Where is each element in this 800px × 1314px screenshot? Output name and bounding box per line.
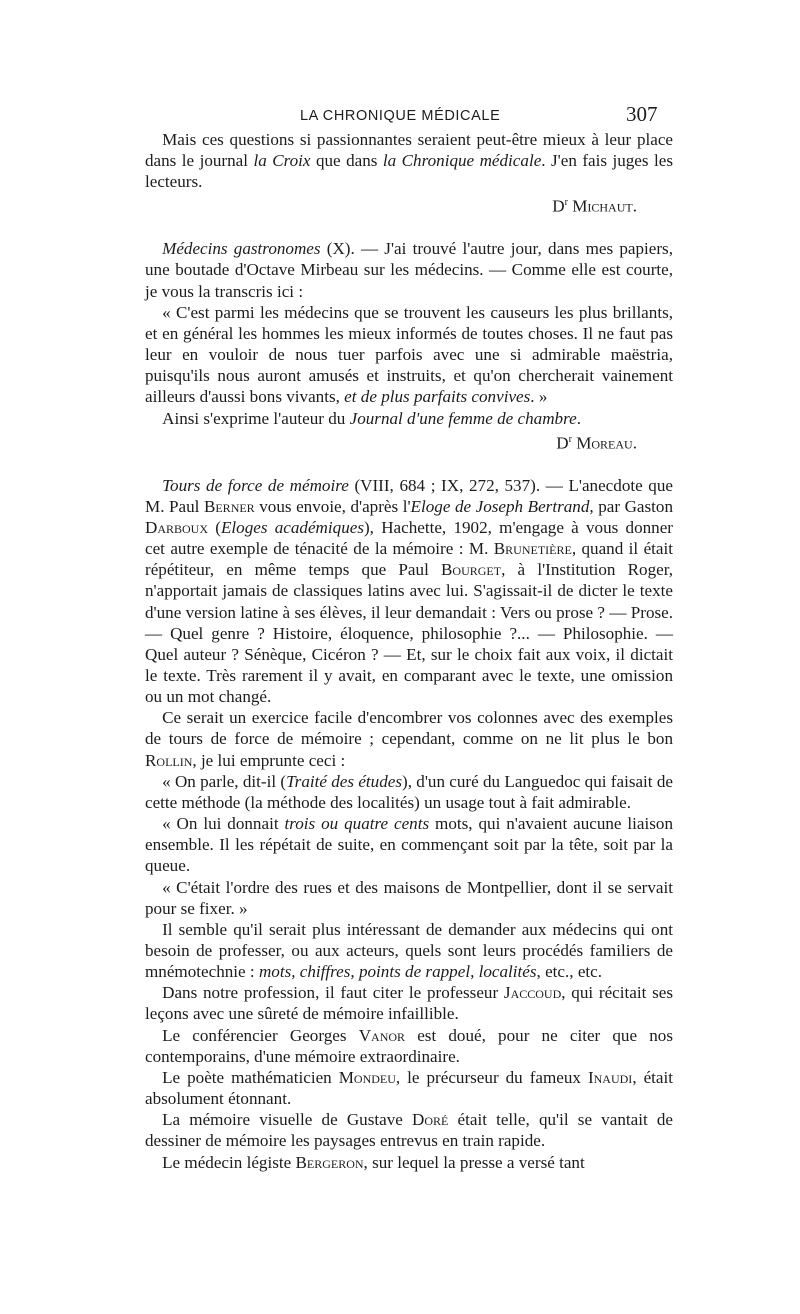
- paragraph: Ainsi s'exprime l'auteur du Journal d'une femme de chambre.: [162, 408, 581, 428]
- paragraph: Dans notre profession, il faut citer le professeur Jaccoud, qui récitait ses leçons avec une sûreté de mémoire infaillible.: [145, 983, 673, 1024]
- running-head: LA CHRONIQUE MÉDICALE: [300, 108, 501, 124]
- signature-moreau: $D^r$ Moreau.: [556, 433, 637, 453]
- section-title: Médecins gastronomes: [162, 239, 321, 259]
- section-spacer: [145, 454, 673, 475]
- paragraph: Le poète mathématicien Mondeu, le précurseur du fameux Inaudi, était absolument étonnant.: [145, 1067, 673, 1109]
- section-spacer: [145, 217, 673, 238]
- signature-michaut: $D^r$ Michaut.: [552, 197, 637, 217]
- paragraph: Le conférencier Georges Vanor est doué, pour ne citer que nos contemporains, d'une mémoire extraordinaire.: [145, 1025, 673, 1066]
- paragraph: Il semble qu'il serait plus intéressant de demander aux médecins qui ont besoin de professer, ou aux acteurs, quels sont leurs procédés familiers de mnémotechnie : mots, chiffres, points de rappel, localités, etc., etc.: [145, 919, 673, 982]
- page-number: 307: [626, 102, 658, 126]
- paragraph: Médecins gastronomes (X). — J'ai trouvé l'autre jour, dans mes papiers, une boutade d'Octave Mirbeau sur les médecins. — Comme elle est courte, je vous la transcris ici :: [145, 239, 673, 301]
- quote-paragraph: « C'est parmi les médecins que se trouvent les causeurs les plus brillants, et en général les hommes les mieux informés de toutes choses. Il ne faut pas leur en vouloir de nous tuer parfois avec une si admirable maëstria, puisqu'ils nous auront amusés et instruits, et qu'on chercherait vainement ailleurs d'aussi bons vivants, et de plus parfaits convives. »: [145, 302, 673, 407]
- paragraph: Mais ces questions si passionnantes seraient peut-être mieux à leur place dans le journal la Croix que dans la Chronique médicale. J'en fais juges les lecteurs.: [145, 130, 673, 192]
- page-header: [0, 100, 800, 130]
- section-title: Tours de force de mémoire: [162, 475, 349, 495]
- quote-paragraph: « On lui donnait trois ou quatre cents mots, qui n'avaient aucune liaison ensemble. Il les répétait de suite, en commençant soit par la tête, soit par la queue.: [145, 814, 673, 876]
- paragraph: Ce serait un exercice facile d'encombrer vos colonnes avec des exemples de tours de force de mémoire ; cependant, comme on ne lit plus le bon Rollin, je lui emprunte ceci :: [145, 708, 673, 770]
- article-body: [145, 129, 673, 1173]
- quote-paragraph: « On parle, dit-il (Traité des études), d'un curé du Languedoc qui faisait de cette méthode (la méthode des localités) un usage tout à fait admirable.: [145, 771, 673, 812]
- paragraph: Tours de force de mémoire (VIII, 684 ; IX, 272, 537). — L'anecdote que M. Paul Berner vous envoie, d'après l'Eloge de Joseph Bertrand, par Gaston Darboux (Eloges académiques), Hachette, 1902, m'engage à vous donner cet autre exemple de ténacité de la mémoire : M. Brunetière, quand il était répétiteur, en même temps que Paul Bourget, à l'Institution Roger, n'apportait jamais de classiques latins avec lui. S'agissait-il de dicter le texte d'une version latine à ses élèves, il leur demandait : Vers ou prose ? — Prose. — Quel genre ? Histoire, éloquence, philosophie ?... — Philosophie. — Quel auteur ? Sénèque, Cicéron ? — Et, sur le choix fait aux voix, il dictait le texte. Très rarement il y avait, en comparant avec le texte, une omission ou un mot changé.: [145, 475, 674, 707]
- paragraph: Le médecin légiste Bergeron, sur lequel la presse a versé tant: [162, 1152, 585, 1172]
- paragraph: La mémoire visuelle de Gustave Doré était telle, qu'il se vantait de dessiner de mémoire les paysages entrevus en train rapide.: [145, 1110, 673, 1151]
- quote-paragraph: « C'était l'ordre des rues et des maisons de Montpellier, dont il se servait pour se fixer. »: [145, 877, 673, 918]
